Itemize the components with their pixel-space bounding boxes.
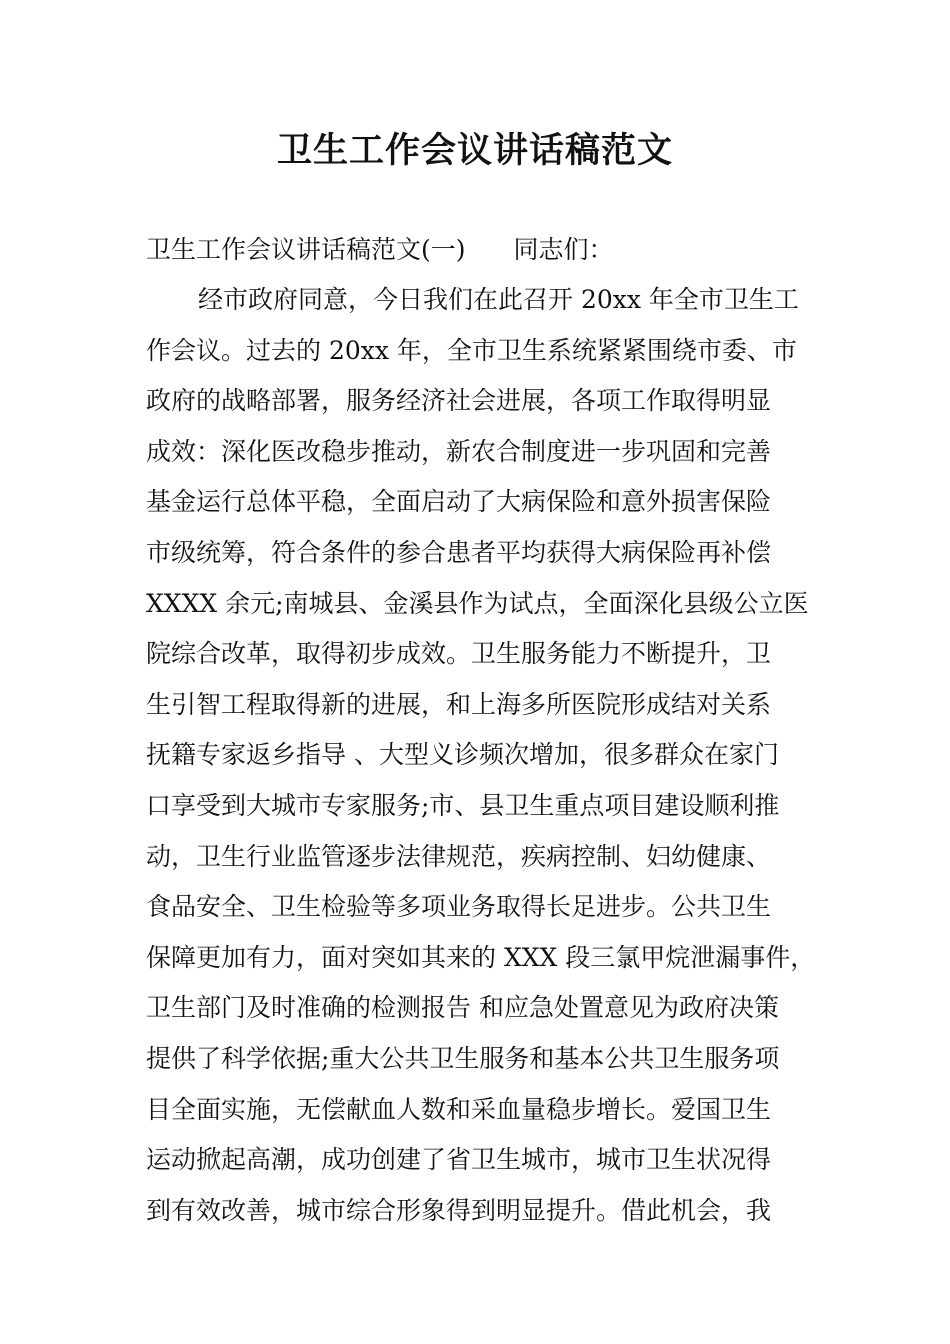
body-line: 作会议。过去的 20xx 年，全市卫生系统紧紧围绕市委、市 [146,335,797,365]
body-line: 提供了科学依据;重大公共卫生服务和基本公共卫生服务项 [146,1043,780,1073]
body-line: 卫生部门及时准确的检测报告 和应急处置意见为政府决策 [146,993,779,1023]
body-line: 政府的战略部署，服务经济社会进展，各项工作取得明显 [146,386,772,416]
body-line: XXXX 余元;南城县、金溪县作为试点，全面深化县级公立医 [146,588,809,618]
body-line: 院综合改革，取得初步成效。卫生服务能力不断提升，卫 [146,639,772,669]
body-line: 抚籍专家返乡指导 、大型义诊频次增加，很多群众在家门 [146,740,779,770]
intro-line [146,230,826,270]
body-line: 生引智工程取得新的进展，和上海多所医院形成结对关系 [146,689,772,719]
body-line: 食品安全、卫生检验等多项业务取得长足进步。公共卫生 [146,892,772,922]
body-line: 运动掀起高潮，成功创建了省卫生城市，城市卫生状况得 [146,1145,772,1175]
body-line: 市级统筹，符合条件的参合患者平均获得大病保险再补偿 [146,537,772,567]
body-line: 成效：深化医改稳步推动，新农合制度进一步巩固和完善 [146,436,772,466]
body-line: 动，卫生行业监管逐步法律规范，疾病控制、妇幼健康、 [146,841,772,871]
body-line: 口享受到大城市专家服务;市、县卫生重点项目建设顺利推 [146,790,780,820]
greeting: 同志们： [513,235,614,264]
body-line: 经市政府同意，今日我们在此召开 20xx 年全市卫生工 [198,285,799,314]
body-line: 基金运行总体平稳，全面启动了大病保险和意外损害保险 [146,487,772,517]
document-title: 卫生工作会议讲话稿范文 [276,130,673,171]
document-subtitle: 卫生工作会议讲话稿范文(一) [146,235,466,264]
body-line: 到有效改善，城市综合形象得到明显提升。借此机会，我 [146,1195,772,1225]
body-line: 保障更加有力，面对突如其来的 XXX 段三氯甲烷泄漏事件， [146,942,816,972]
body-paragraph [146,280,826,1241]
body-line: 目全面实施，无偿献血人数和采血量稳步增长。爱国卫生 [146,1094,772,1124]
